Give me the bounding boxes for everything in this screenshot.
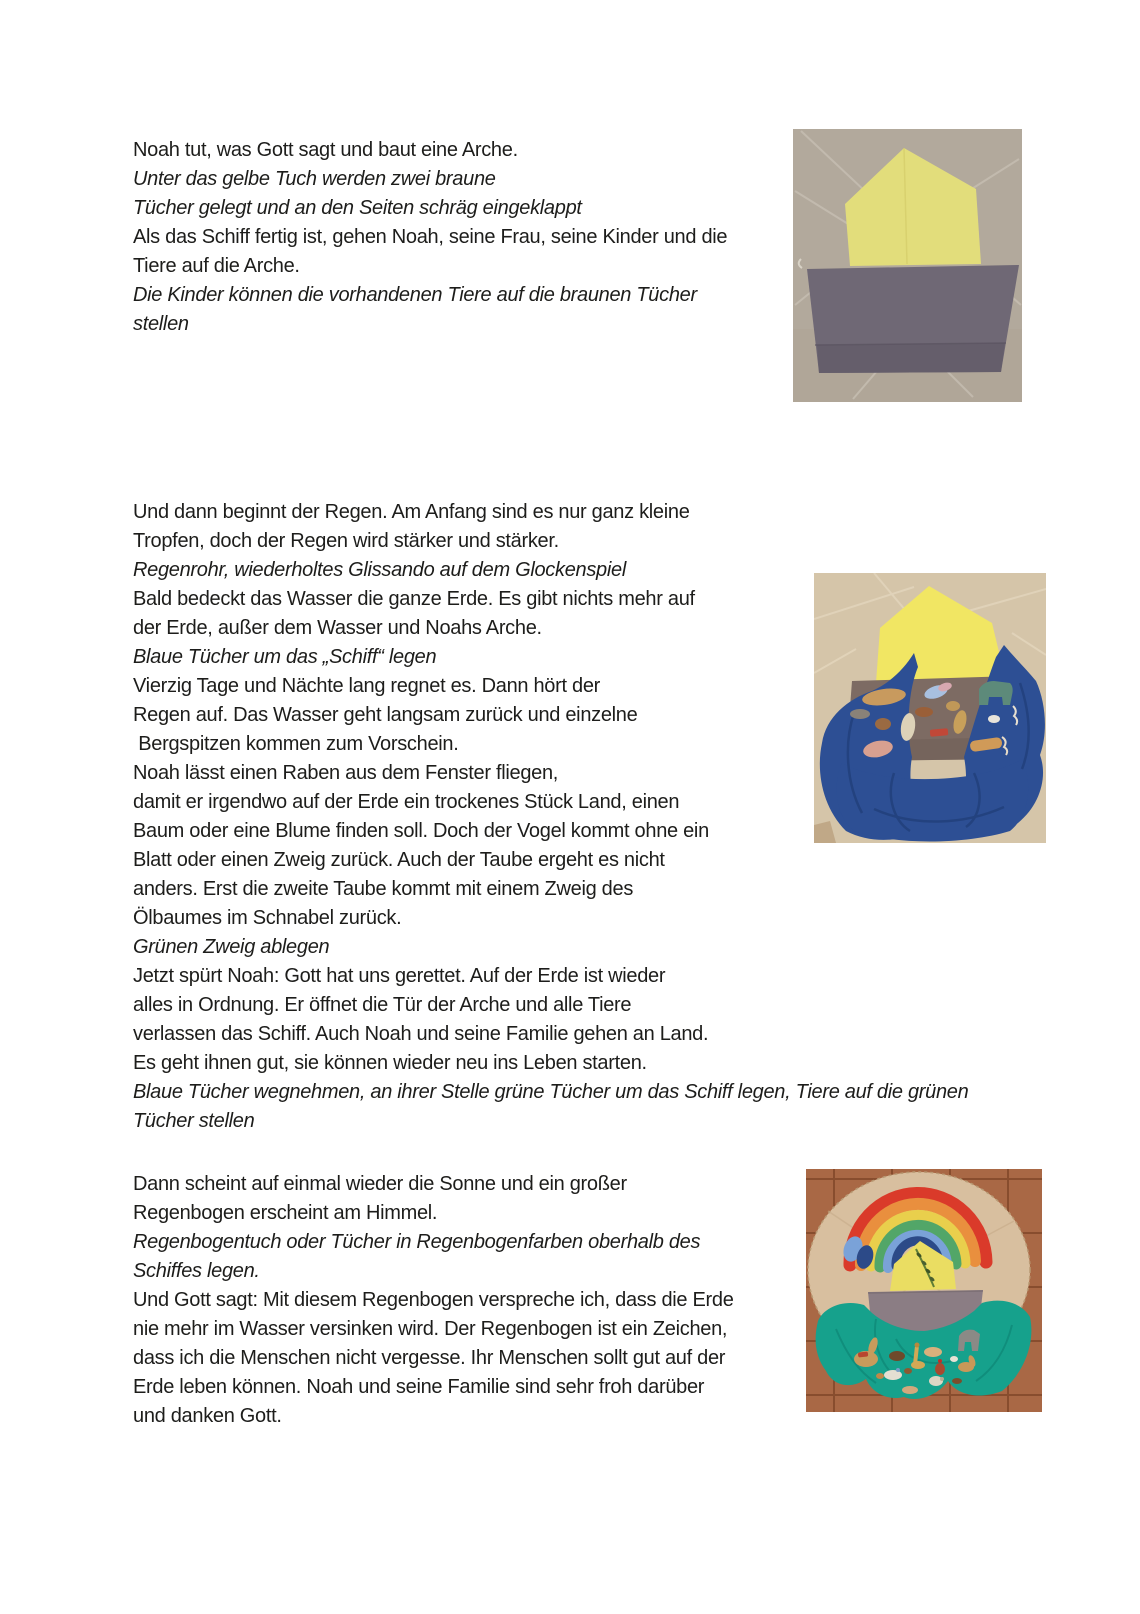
- text-line: Und Gott sagt: Mit diesem Regenbogen verspreche ich, dass die Erde: [133, 1289, 734, 1311]
- text-line: Ölbaumes im Schnabel zurück.: [133, 907, 402, 929]
- text-line: Blaue Tücher um das „Schiff“ legen: [133, 646, 437, 668]
- text-line: Tücher gelegt und an den Seiten schräg eingeklappt: [133, 197, 582, 219]
- text-line: alles in Ordnung. Er öffnet die Tür der Arche und alle Tiere: [133, 994, 632, 1016]
- text-line: stellen: [133, 313, 189, 335]
- photo-arche-blaue-tuecher-art: [814, 573, 1046, 843]
- text-line: der Erde, außer dem Wasser und Noahs Arche.: [133, 617, 542, 639]
- text-line: anders. Erst die zweite Taube kommt mit einem Zweig des: [133, 878, 634, 900]
- text-line: Dann scheint auf einmal wieder die Sonne und ein großer: [133, 1173, 627, 1195]
- text-line: Regenbogen erscheint am Himmel.: [133, 1202, 438, 1224]
- text-line: Erde leben können. Noah und seine Familie sind sehr froh darüber: [133, 1376, 705, 1398]
- photo-arche-tuecher-art: [793, 129, 1022, 402]
- text-line: nie mehr im Wasser versinken wird. Der Regenbogen ist ein Zeichen,: [133, 1318, 728, 1340]
- photo-regenbogen-arche: [806, 1169, 1042, 1412]
- text-line: Bald bedeckt das Wasser die ganze Erde. Es gibt nichts mehr auf: [133, 588, 695, 610]
- text-line: Regen auf. Das Wasser geht langsam zurück und einzelne: [133, 704, 638, 726]
- photo-arche-blaue-tuecher: [814, 573, 1046, 843]
- paragraph-regenbogen: [133, 1170, 734, 1431]
- text-line: Noah lässt einen Raben aus dem Fenster fliegen,: [133, 762, 559, 784]
- text-line: Und dann beginnt der Regen. Am Anfang sind es nur ganz kleine: [133, 501, 690, 523]
- text-line: Blaue Tücher wegnehmen, an ihrer Stelle grüne Tücher um das Schiff legen, Tiere auf die grünen: [133, 1081, 969, 1103]
- paragraph-arche-bauen: [133, 136, 727, 339]
- text-line: damit er irgendwo auf der Erde ein trockenes Stück Land, einen: [133, 791, 680, 813]
- text-line: Schiffes legen.: [133, 1260, 260, 1282]
- text-line: Die Kinder können die vorhandenen Tiere auf die braunen Tücher: [133, 284, 697, 306]
- text-line: Noah tut, was Gott sagt und baut eine Arche.: [133, 139, 518, 161]
- photo-arche-tuecher: [793, 129, 1022, 402]
- text-line: Als das Schiff fertig ist, gehen Noah, seine Frau, seine Kinder und die: [133, 226, 728, 248]
- text-line: Baum oder eine Blume finden soll. Doch der Vogel kommt ohne ein: [133, 820, 709, 842]
- text-line: dass ich die Menschen nicht vergesse. Ihr Menschen sollt gut auf der: [133, 1347, 726, 1369]
- text-line: Bergspitzen kommen zum Vorschein.: [133, 733, 459, 755]
- text-line: Jetzt spürt Noah: Gott hat uns gerettet. Auf der Erde ist wieder: [133, 965, 666, 987]
- text-line: Regenbogentuch oder Tücher in Regenbogenfarben oberhalb des: [133, 1231, 701, 1253]
- text-line: Blatt oder einen Zweig zurück. Auch der Taube ergeht es nicht: [133, 849, 665, 871]
- hull-bottom-band: [817, 343, 1005, 373]
- text-line: Tiere auf die Arche.: [133, 255, 300, 277]
- text-line: Tücher stellen: [133, 1110, 255, 1132]
- text-line: und danken Gott.: [133, 1405, 282, 1427]
- text-line: Vierzig Tage und Nächte lang regnet es. Dann hört der: [133, 675, 601, 697]
- photo-regenbogen-arche-art: [806, 1169, 1042, 1412]
- text-line: Unter das gelbe Tuch werden zwei braune: [133, 168, 496, 190]
- text-line: Tropfen, doch der Regen wird stärker und stärker.: [133, 530, 559, 552]
- text-line: Es geht ihnen gut, sie können wieder neu ins Leben starten.: [133, 1052, 647, 1074]
- text-line: Regenrohr, wiederholtes Glissando auf dem Glockenspiel: [133, 559, 626, 581]
- text-line: verlassen das Schiff. Auch Noah und seine Familie gehen an Land.: [133, 1023, 709, 1045]
- text-line: Grünen Zweig ablegen: [133, 936, 330, 958]
